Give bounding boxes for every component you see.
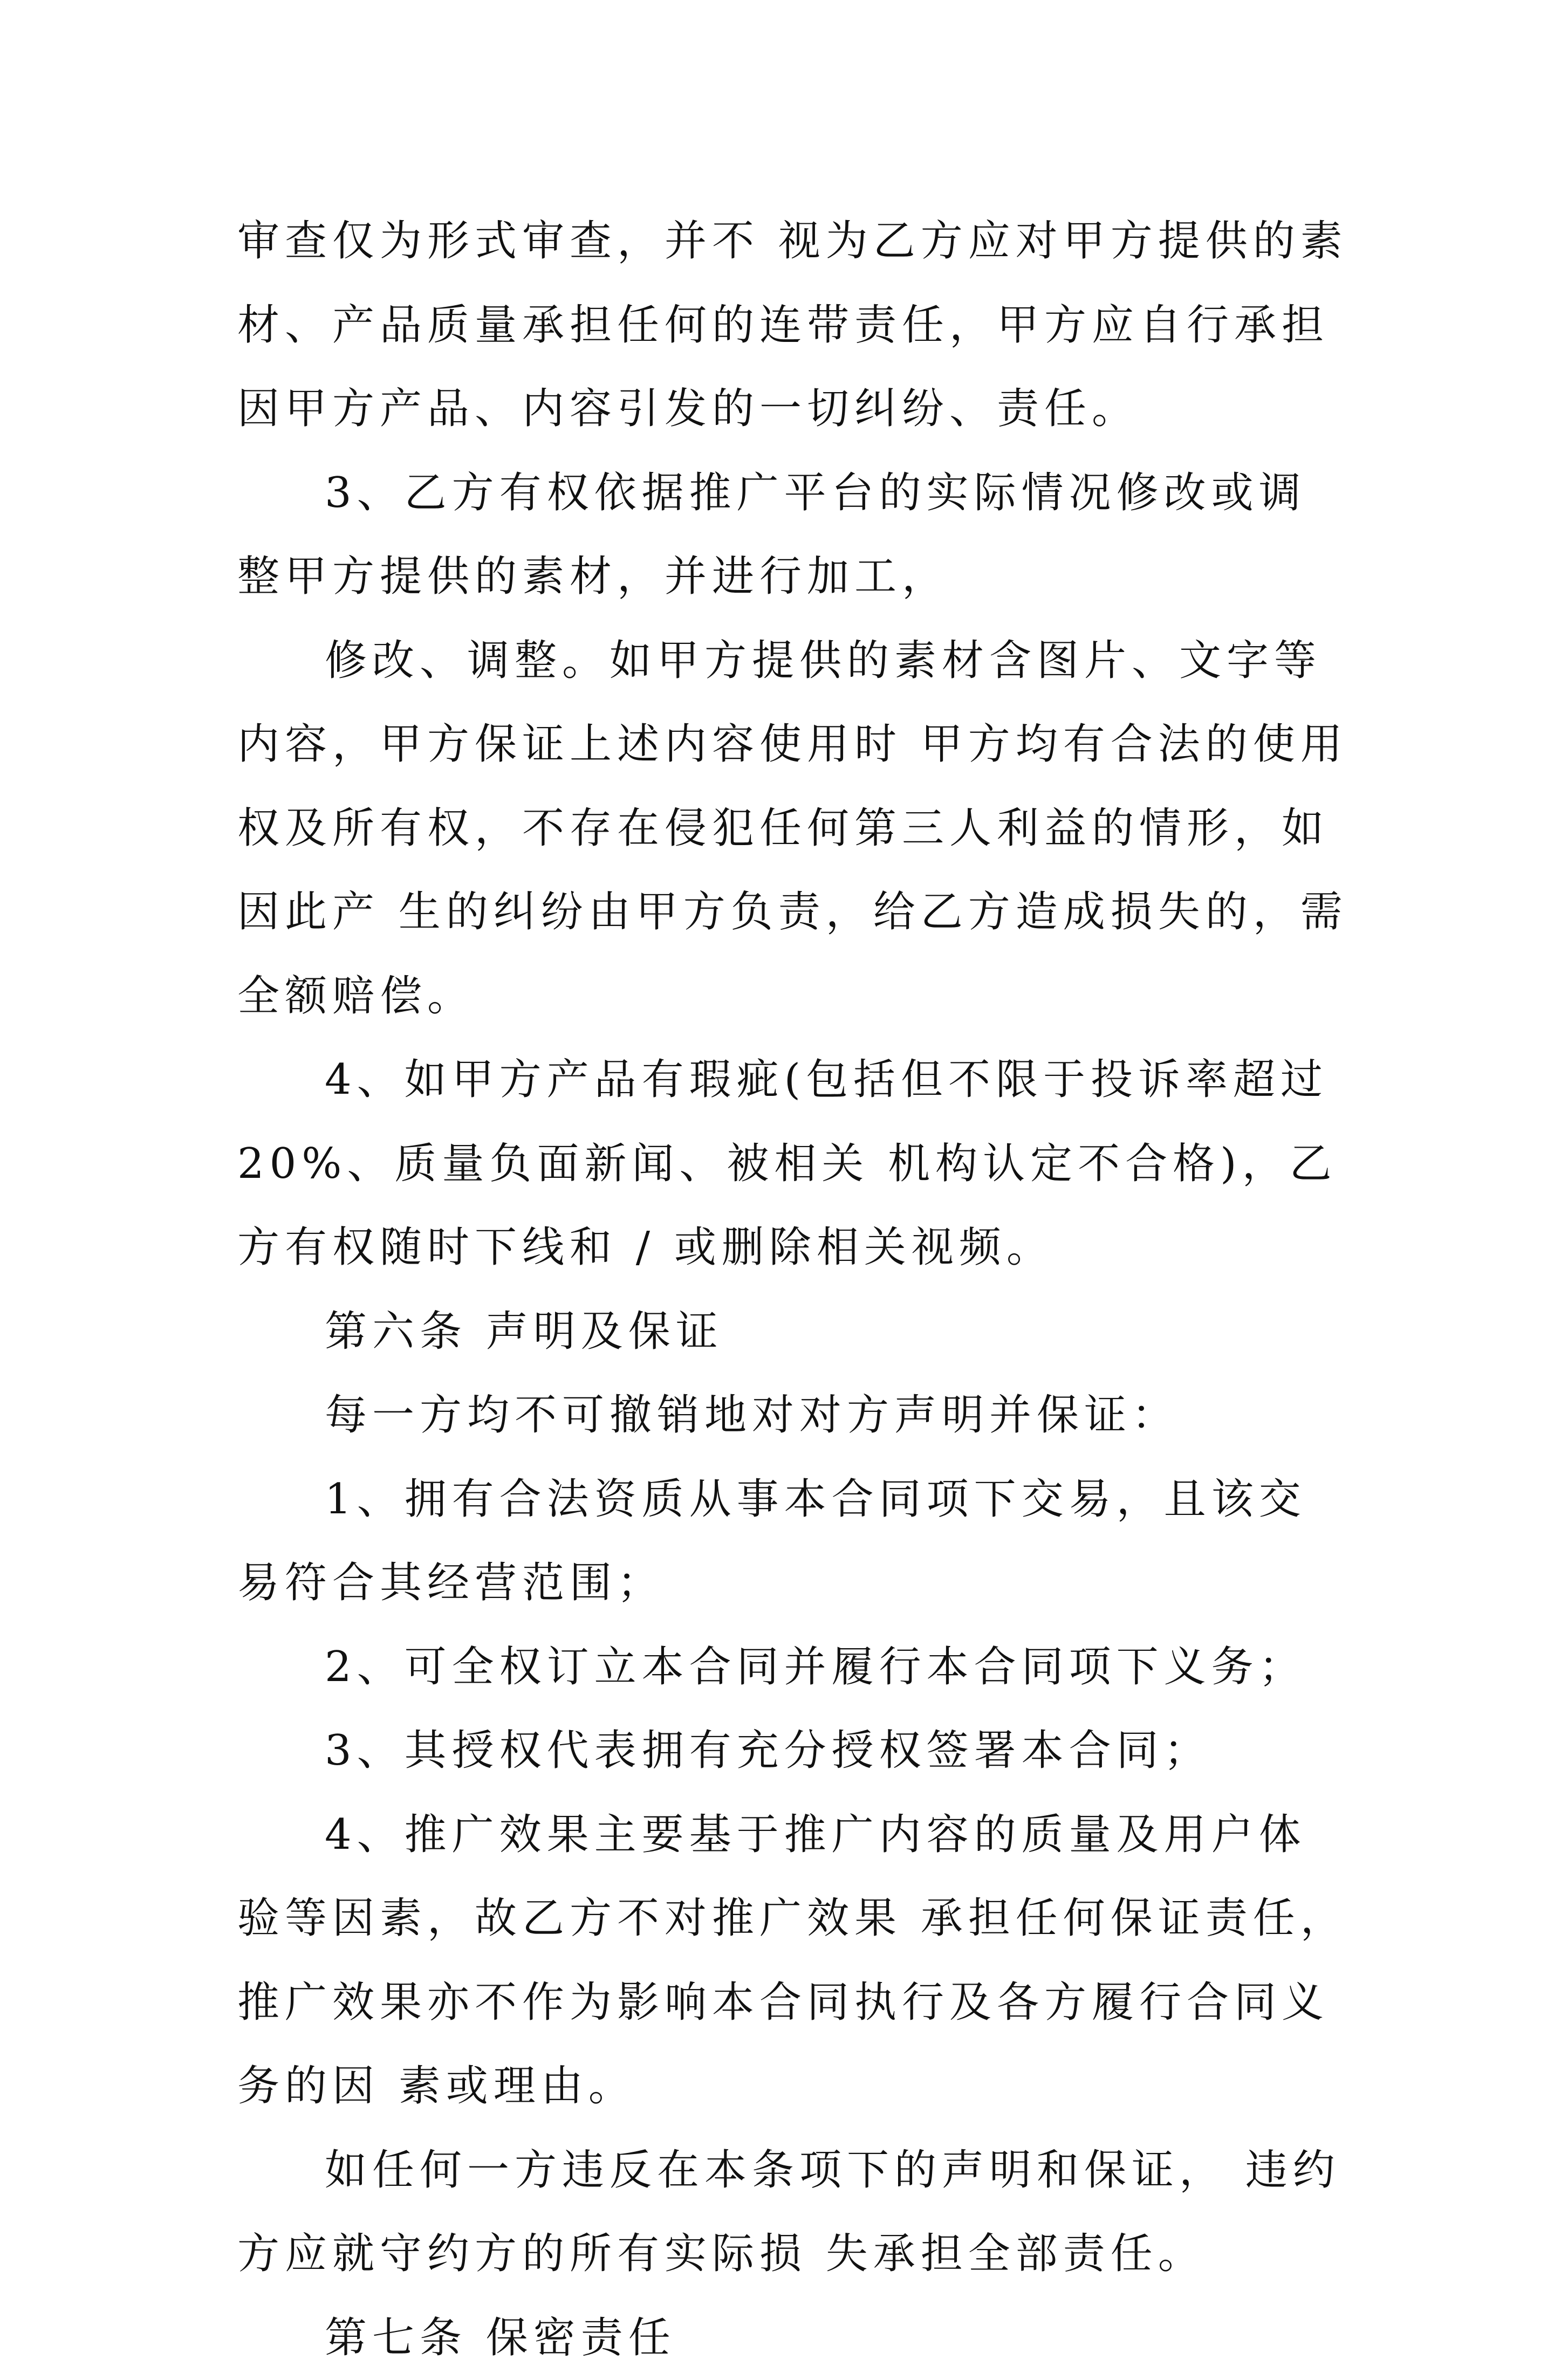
heading-article-6: 第六条 声明及保证 [237, 1290, 1348, 1374]
paragraph-review-liability: 审查仅为形式审查，并不 视为乙方应对甲方提供的素材、产品质量承担任何的连带责任，甲方应自行承担 因甲方产品、内容引发的一切纠纷、责任。 [237, 200, 1348, 451]
paragraph-declaration-4: 4、推广效果主要基于推广内容的质量及用户体验等因素，故乙方不对推广效果 承担任何保证责任， 推广效果亦不作为影响本合同执行及各方履行合同义务的因 素或理由。 [237, 1793, 1348, 2129]
paragraph-clause-4-defects: 4、如甲方产品有瑕疵(包括但不限于投诉率超过 20%、质量负面新闻、被相关 机构认定不合格)，乙方有权随时下线和 / 或删除相关视频。 [237, 1038, 1348, 1290]
paragraph-declaration-1: 1、拥有合法资质从事本合同项下交易，且该交易符合其经营范围； [237, 1458, 1348, 1625]
paragraph-clause-3-modify: 3、乙方有权依据推广平台的实际情况修改或调整甲方提供的素材，并进行加工， [237, 451, 1348, 619]
paragraph-modify-adjust: 修改、调整。如甲方提供的素材含图片、文字等内容，甲方保证上述内容使用时 甲方均有合法的使用权及所有权，不存在侵犯任何第三人利益的情形，如因此产 生的纠纷由甲方负责，给乙方造成损失的，需全额赔偿。 [237, 619, 1348, 1039]
paragraph-declaration-3: 3、其授权代表拥有充分授权签署本合同； [237, 1709, 1348, 1793]
document-body [237, 200, 1348, 2380]
paragraph-declaration-2: 2、可全权订立本合同并履行本合同项下义务； [237, 1625, 1348, 1710]
paragraph-declaration-intro: 每一方均不可撤销地对对方声明并保证： [237, 1374, 1348, 1458]
heading-article-7: 第七条 保密责任 [237, 2296, 1348, 2380]
paragraph-breach-liability: 如任何一方违反在本条项下的声明和保证， 违约方应就守约方的所有实际损 失承担全部责任。 [237, 2129, 1348, 2296]
